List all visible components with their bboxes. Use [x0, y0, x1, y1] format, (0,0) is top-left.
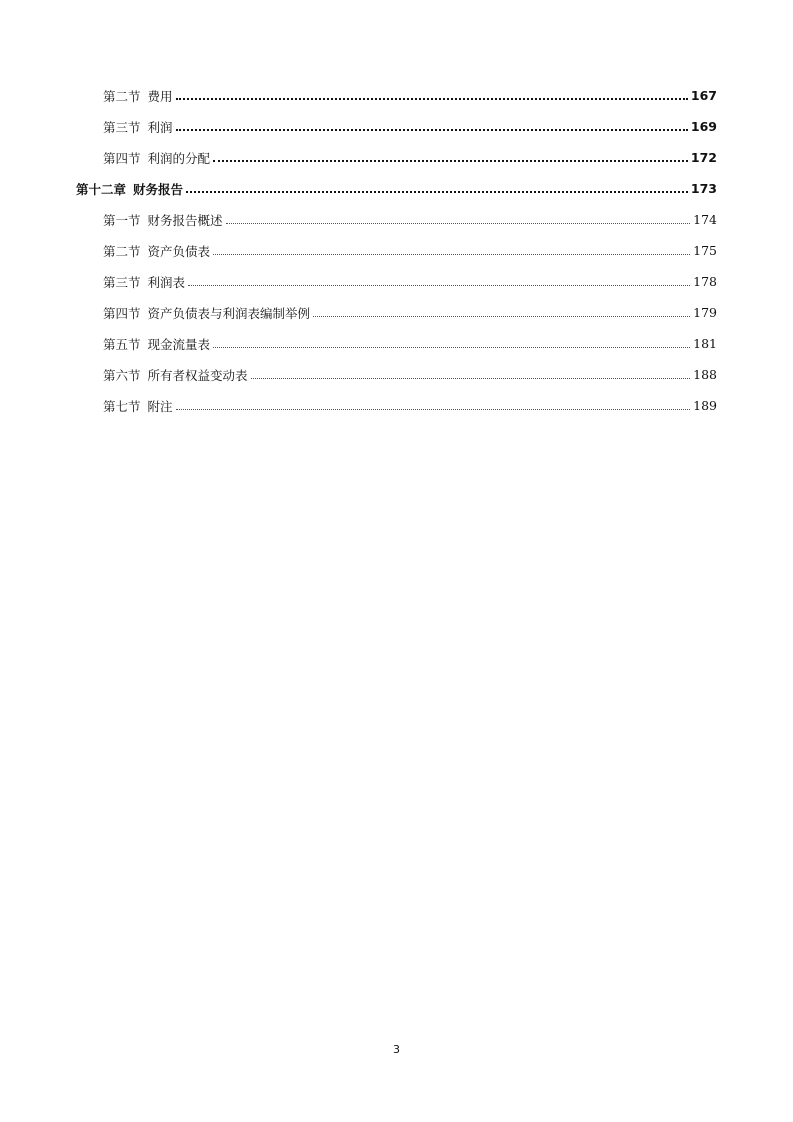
- toc-entry-number: 第二节: [103, 88, 141, 104]
- toc-entry[interactable]: [0, 328, 793, 359]
- toc-chapter-entry[interactable]: [0, 173, 793, 204]
- toc-entry[interactable]: [0, 204, 793, 235]
- toc-entry-label: [103, 366, 248, 384]
- toc-entry-page: 189: [693, 398, 717, 413]
- toc-entry[interactable]: [0, 297, 793, 328]
- toc-dot-leader: [176, 128, 688, 131]
- toc-entry-page: 172: [690, 150, 717, 165]
- toc-chapter-title: 财务报告: [133, 181, 184, 197]
- toc-entry[interactable]: [0, 142, 793, 173]
- toc-entry-label: [76, 180, 183, 198]
- toc-dot-leader: [176, 408, 691, 410]
- toc-dot-leader: [213, 346, 690, 348]
- toc-entry-page: 173: [690, 181, 717, 196]
- toc-dot-leader: [251, 377, 691, 379]
- toc-entry-number: 第五节: [103, 336, 141, 352]
- toc-entry-number: 第七节: [103, 398, 141, 414]
- toc-entry[interactable]: [0, 390, 793, 421]
- toc-entry-label: [103, 397, 173, 415]
- toc-entry-number: 第二节: [103, 243, 141, 259]
- toc-entry-number: 第三节: [103, 274, 141, 290]
- toc-entry-number: 第四节: [103, 150, 141, 166]
- toc-entry-page: 179: [693, 305, 717, 320]
- toc-dot-leader: [186, 190, 688, 193]
- toc-entry[interactable]: [0, 111, 793, 142]
- toc-dot-leader: [176, 97, 688, 100]
- toc-dot-leader: [213, 253, 690, 255]
- toc-entry-page: 181: [693, 336, 717, 351]
- table-of-contents: [0, 80, 793, 421]
- toc-entry[interactable]: [0, 266, 793, 297]
- toc-entry-label: [103, 304, 310, 322]
- toc-entry-page: 188: [693, 367, 717, 382]
- toc-entry-number: 第一节: [103, 212, 141, 228]
- toc-dot-leader: [226, 222, 691, 224]
- page-number: 3: [393, 1043, 400, 1056]
- toc-dot-leader: [313, 315, 690, 317]
- toc-entry[interactable]: [0, 80, 793, 111]
- toc-entry-page: 167: [690, 88, 717, 103]
- toc-entry-label: [103, 118, 173, 136]
- toc-entry[interactable]: [0, 359, 793, 390]
- toc-entry-title: 资产负债表: [147, 243, 211, 259]
- toc-entry-label: [103, 242, 210, 260]
- toc-entry-title: 资产负债表与利润表编制举例: [147, 305, 311, 321]
- toc-entry-title: 利润: [147, 119, 173, 135]
- toc-entry-page: 169: [690, 119, 717, 134]
- toc-dot-leader: [188, 284, 690, 286]
- toc-entry-label: [103, 87, 173, 105]
- toc-entry[interactable]: [0, 235, 793, 266]
- toc-entry-page: 178: [693, 274, 717, 289]
- toc-dot-leader: [213, 159, 688, 162]
- toc-entry-title: 利润的分配: [147, 150, 211, 166]
- toc-entry-page: 174: [693, 212, 717, 227]
- toc-entry-title: 附注: [147, 398, 173, 414]
- toc-entry-page: 175: [693, 243, 717, 258]
- toc-entry-title: 费用: [147, 88, 173, 104]
- toc-entry-number: 第三节: [103, 119, 141, 135]
- toc-entry-label: [103, 211, 223, 229]
- toc-entry-label: [103, 149, 210, 167]
- toc-entry-number: 第四节: [103, 305, 141, 321]
- toc-entry-title: 财务报告概述: [147, 212, 223, 228]
- toc-chapter-number: 第十二章: [76, 181, 127, 197]
- toc-entry-label: [103, 335, 210, 353]
- toc-entry-title: 利润表: [147, 274, 186, 290]
- toc-entry-label: [103, 273, 185, 291]
- toc-entry-title: 所有者权益变动表: [147, 367, 248, 383]
- toc-entry-title: 现金流量表: [147, 336, 211, 352]
- toc-entry-number: 第六节: [103, 367, 141, 383]
